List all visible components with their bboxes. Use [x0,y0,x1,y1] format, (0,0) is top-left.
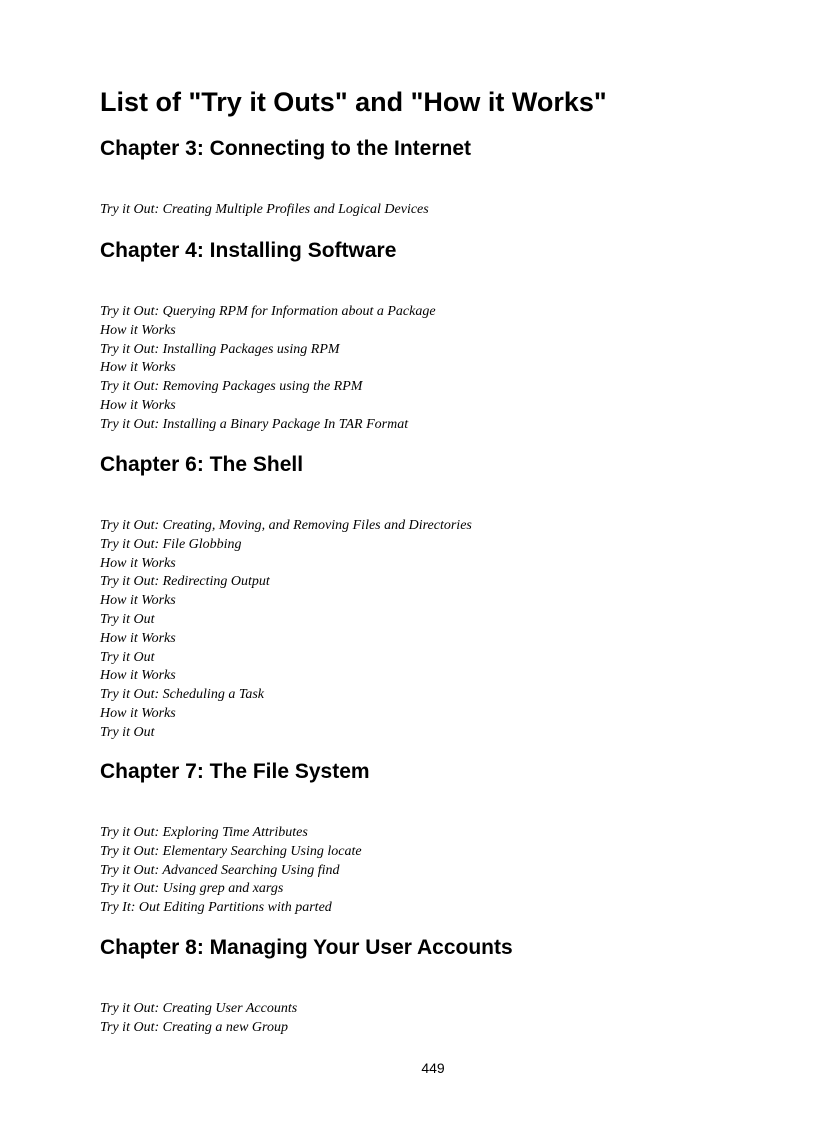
chapter-heading: Chapter 8: Managing Your User Accounts [100,936,513,959]
list-item: Try it Out: Redirecting Output [100,574,270,590]
list-item: Try it Out: Using grep and xargs [100,881,284,897]
page-number: 449 [421,1060,445,1076]
list-item: Try it Out [100,611,155,627]
chapter-heading: Chapter 3: Connecting to the Internet [100,137,472,160]
entry-list [100,824,362,918]
list-item: Try it Out [100,724,155,740]
chapter-3-section [100,136,800,217]
list-item: Try it Out: File Globbing [100,536,242,552]
list-item: How it Works [100,630,176,646]
list-item: Try it Out: Querying RPM for Information about a Package [100,304,436,319]
chapter-7-section [100,759,800,916]
list-item: How it Works [100,397,176,413]
list-item: Try it Out: Advanced Searching Using find [100,862,340,878]
entry-list [100,1000,297,1038]
list-item: Try it Out: Installing Packages using RPM [100,341,340,357]
list-item: How it Works [100,360,176,376]
chapter-heading: Chapter 6: The Shell [100,453,304,476]
list-item: How it Works [100,555,176,571]
list-item: How it Works [100,705,176,721]
list-item: Try it Out: Installing a Binary Package In TAR Format [100,416,409,432]
page-title: List of "Try it Outs" and "How it Works" [100,87,607,117]
entry-list [100,201,429,220]
list-item: Try it Out: Creating a new Group [100,1019,288,1035]
list-item: Try it Out: Exploring Time Attributes [100,825,308,840]
list-item: Try it Out [100,649,155,665]
list-item: Try It: Out Editing Partitions with parted [100,900,332,916]
chapter-6-section [100,452,800,740]
list-item: Try it Out: Creating, Moving, and Removing Files and Directories [100,518,472,533]
list-item: Try it Out: Removing Packages using the RPM [100,379,363,395]
list-item: How it Works [100,593,176,609]
chapter-heading: Chapter 7: The File System [100,760,370,783]
chapter-4-section [100,238,800,432]
list-item: How it Works [100,668,176,684]
list-item: Try it Out: Creating User Accounts [100,1001,298,1016]
list-item: How it Works [100,322,176,338]
list-item: Try it Out: Scheduling a Task [100,687,264,703]
chapter-8-section [100,935,800,1035]
list-item: Try it Out: Elementary Searching Using locate [100,843,362,859]
entry-list [100,303,436,435]
chapter-heading: Chapter 4: Installing Software [100,239,397,262]
list-item: Try it Out: Creating Multiple Profiles and Logical Devices [100,202,429,217]
entry-list [100,517,472,743]
